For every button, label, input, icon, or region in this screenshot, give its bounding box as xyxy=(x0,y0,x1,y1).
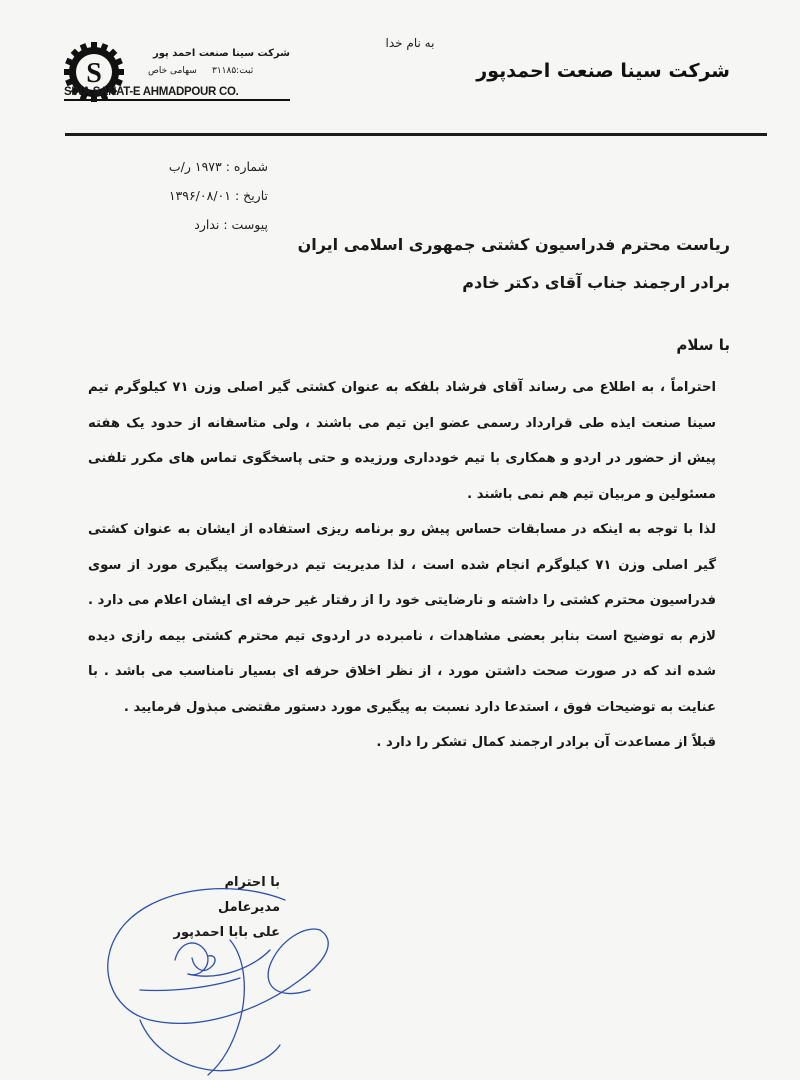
letter-body xyxy=(88,370,716,761)
recipient-line-2: برادر ارجمند جناب آقای دکتر خادم xyxy=(462,273,730,292)
recipient-line-1: ریاست محترم فدراسیون کشتی جمهوری اسلامی ایران xyxy=(297,235,730,254)
body-paragraph-2: لذا با توجه به اینکه در مسابقات حساس پیش رو برنامه ریزی استفاده از ایشان به عنوان کشتی گیر اصلی وزن ۷۱ کیلوگرم انجام شده است ، لذا مدیریت تیم درخواست پیگیری مورد از سوی فدراسیون محترم کشتی را داشته و نارضایتی خود را از رفتار غیر حرفه ای ایشان اعلام می دارد . لازم به توضیح است بنابر بعضی مشاهدات ، نامبرده در اردوی تیم محترم کشتی بیمه رازی دیده شده اند که در صورت صحت داشتن مورد ، از نظر اخلاق حرفه ای بسیار نامناسب می باشد . با عنایت به توضیحات فوق ، استدعا دارد نسبت به پیگیری مورد دستور مقتضی مبذول فرمایید . xyxy=(88,522,716,715)
logo-company-type: سهامی خاص xyxy=(148,66,197,76)
handwritten-signature xyxy=(80,870,380,1080)
closing-regards: با احترام xyxy=(224,875,280,890)
letter-date: تاریخ : ۱۳۹۶/۰۸/۰۱ xyxy=(168,188,268,203)
logo-registration: ثبت:۳۱۱۸۵ xyxy=(212,66,254,76)
greeting: با سلام xyxy=(676,336,730,354)
letter-attachment: پیوست : ندارد xyxy=(194,217,268,232)
company-title: شرکت سینا صنعت احمدپور xyxy=(476,60,730,82)
letter-number: شماره : ۱۹۷۳ ر/ب xyxy=(168,159,268,174)
basmala: به نام خدا xyxy=(385,36,435,50)
header-divider xyxy=(65,133,767,136)
closing-name: علی بابا احمدپور xyxy=(173,925,280,940)
logo-persian-name: شرکت سینا صنعت احمد پور xyxy=(152,48,290,59)
letter-meta xyxy=(169,152,268,239)
body-paragraph-1: احتراماً ، به اطلاع می رساند آقای فرشاد بلفکه به عنوان کشتی گیر اصلی وزن ۷۱ کیلوگرم تیم سینا صنعت ایذه طی قرارداد رسمی عضو این تیم می باشند ، ولی متاسفانه از حدود یک هفته پیش از حضور در اردو و همکاری با تیم خودداری ورزیده و حتی پاسخگوی تماس های مکرر تلفنی مسئولین و مربیان تیم هم نمی باشند . xyxy=(88,380,716,502)
body-paragraph-3: قبلاً از مساعدت آن برادر ارجمند کمال تشکر را دارد . xyxy=(376,735,716,750)
company-logo xyxy=(62,40,290,110)
closing-title: مدیرعامل xyxy=(218,900,280,915)
logo-english-name: SINA SANAT-E AHMADPOUR CO. xyxy=(64,86,290,101)
recipient-block xyxy=(298,226,730,302)
svg-text:S: S xyxy=(86,58,102,89)
